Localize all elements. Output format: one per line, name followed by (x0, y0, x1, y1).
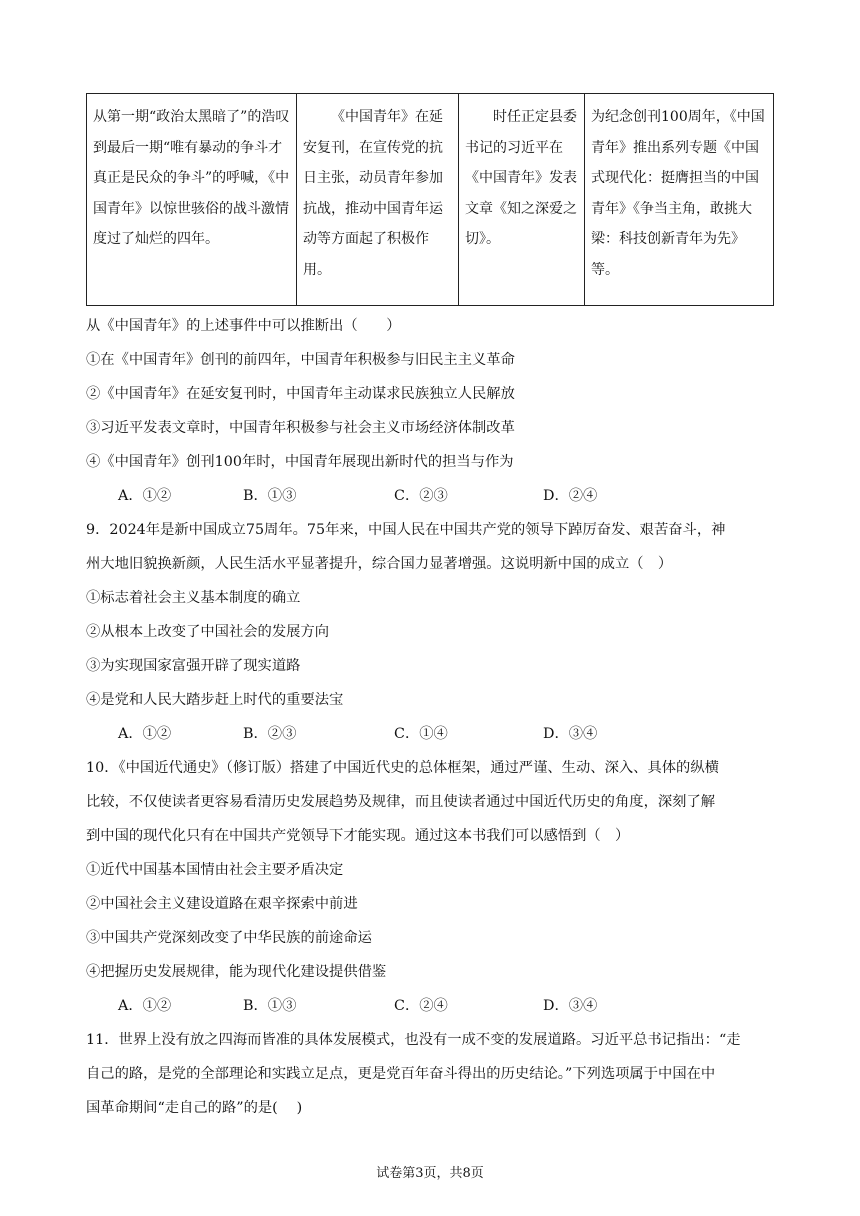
q10-statement-4: ④把握历史发展规律，能为现代化建设提供借鉴 (86, 964, 387, 980)
q11-stem-line-2: 自己的路，是党的全部理论和实践立足点，更是党百年奋斗得出的历史结论。”下列选项属于中国在中 (86, 1066, 716, 1082)
q10-stem-line-3: 到中国的现代化只有在中国共产党领导下才能实现。通过这本书我们可以感悟到（ ） (86, 828, 630, 844)
option-a[interactable]: A．①② (118, 726, 172, 742)
q11-stem-line-3: 国革命期间“走自己的路”的是( ) (86, 1100, 303, 1116)
cell-text: 时任正定县委书记的习近平在《中国青年》发表文章《知之深爱之切》。 (465, 109, 577, 248)
q9-stem-line-2: 州大地旧貌换新颜，人民生活水平显著提升，综合国力显著增强。这说明新中国的成立（ ） (86, 556, 673, 572)
option-c[interactable]: C．①④ (394, 726, 448, 742)
q8-stem: 从《中国青年》的上述事件中可以推断出（ ） (86, 318, 401, 334)
option-d[interactable]: D．③④ (543, 998, 598, 1014)
q10-statement-1: ①近代中国基本国情由社会主要矛盾决定 (86, 862, 344, 878)
option-a[interactable]: A．①② (118, 488, 172, 504)
table-cell (585, 94, 773, 305)
cell-text: 从第一期“政治太黑暗了”的浩叹到最后一期“唯有暴动的争斗才真正是民众的争斗”的呼喊，《中国青年》以惊世骇俗的战斗激情度过了灿烂的四年。 (93, 109, 290, 248)
option-d[interactable]: D．③④ (543, 726, 598, 742)
q9-stem-line-1: 9．2024年是新中国成立75周年。75年来，中国人民在中国共产党的领导下踔厉奋发、艰苦奋斗，神 (86, 522, 726, 538)
option-a[interactable]: A．①② (118, 998, 172, 1014)
option-b[interactable]: B．①③ (243, 998, 297, 1014)
cell-text: 《中国青年》在延安复刊，在宣传党的抗日主张，动员青年参加抗战，推动中国青年运动等方面起了积极作用。 (303, 109, 443, 278)
table-cell (297, 94, 459, 305)
q8-statement-1: ①在《中国青年》创刊的前四年，中国青年积极参与旧民主主义革命 (86, 352, 515, 368)
q8-options (118, 479, 718, 513)
option-b[interactable]: B．①③ (243, 488, 297, 504)
cell-text: 为纪念创刊100周年，《中国青年》推出系列专题《中国式现代化：挺膺担当的中国青年》《争当主角，敢挑大梁：科技创新青年为先》等。 (591, 109, 765, 278)
option-c[interactable]: C．②③ (394, 488, 448, 504)
option-c[interactable]: C．②④ (394, 998, 448, 1014)
table-cell (459, 94, 585, 305)
q11-stem-line-1: 11．世界上没有放之四海而皆准的具体发展模式，也没有一成不变的发展道路。习近平总书记指出：“走 (86, 1032, 741, 1048)
page-footer: 试卷第3页，共8页 (376, 1166, 484, 1181)
q8-statement-2: ②《中国青年》在延安复刊时，中国青年主动谋求民族独立人民解放 (86, 386, 515, 402)
q9-statement-4: ④是党和人民大踏步赶上时代的重要法宝 (86, 692, 344, 708)
table-cell (87, 94, 297, 305)
events-table (86, 93, 774, 306)
option-b[interactable]: B．②③ (243, 726, 297, 742)
q9-options (118, 717, 718, 751)
q10-statement-2: ②中国社会主义建设道路在艰辛探索中前进 (86, 896, 358, 912)
q9-statement-1: ①标志着社会主义基本制度的确立 (86, 590, 301, 606)
q10-stem-line-2: 比较，不仅使读者更容易看清历史发展趋势及规律，而且使读者通过中国近代历史的角度，深刻了解 (86, 794, 716, 810)
q10-stem-line-1: 10．《中国近代通史》（修订版）搭建了中国近代史的总体框架，通过严谨、生动、深入、具体的纵横 (86, 760, 719, 776)
q9-statement-3: ③为实现国家富强开辟了现实道路 (86, 658, 301, 674)
q8-statement-4: ④《中国青年》创刊100年时，中国青年展现出新时代的担当与作为 (86, 454, 514, 470)
q9-statement-2: ②从根本上改变了中国社会的发展方向 (86, 624, 330, 640)
q10-statement-3: ③中国共产党深刻改变了中华民族的前途命运 (86, 930, 372, 946)
option-d[interactable]: D．②④ (543, 488, 598, 504)
q10-options (118, 989, 718, 1023)
q8-statement-3: ③习近平发表文章时，中国青年积极参与社会主义市场经济体制改革 (86, 420, 515, 436)
